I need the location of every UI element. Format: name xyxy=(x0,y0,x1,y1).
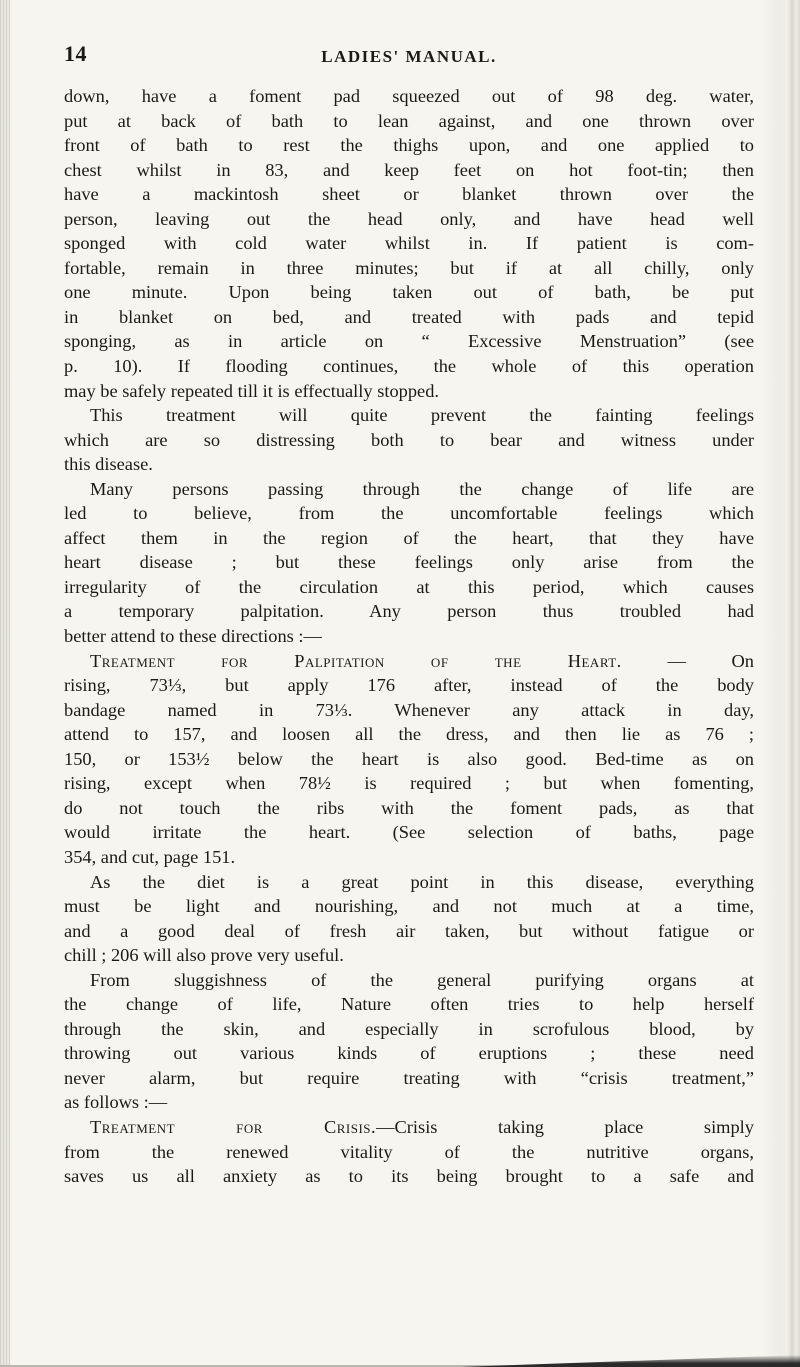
line-text: person, leaving out the head only, and have head well xyxy=(64,208,754,229)
text-line xyxy=(64,501,754,526)
line-text: chest whilst in 83, and keep feet on hot foot-tin; then xyxy=(64,159,754,180)
text-line xyxy=(64,1066,754,1091)
text-line xyxy=(64,84,754,109)
text-line xyxy=(64,649,754,674)
line-text: This treatment will quite prevent the fainting feelings xyxy=(90,405,754,426)
text-line xyxy=(64,673,754,698)
body-text xyxy=(64,84,754,1189)
text-line xyxy=(64,722,754,747)
line-text: p. 10). If flooding continues, the whole of this operation xyxy=(64,356,754,377)
line-text: affect them in the region of the heart, that they have xyxy=(64,527,754,548)
line-text: and a good deal of fresh air taken, but without fatigue or xyxy=(64,920,754,941)
text-line xyxy=(64,992,754,1017)
text-line xyxy=(64,870,754,895)
text-line xyxy=(64,109,754,134)
section-heading: Treatment for Crisis. xyxy=(90,1116,377,1137)
line-text: chill ; 206 will also prove very useful. xyxy=(64,945,344,966)
text-line xyxy=(64,1140,754,1165)
line-text: sponging, as in article on “ Excessive Menstruation” (see xyxy=(64,331,754,352)
text-line xyxy=(64,820,754,845)
text-line xyxy=(64,796,754,821)
text-line xyxy=(64,1164,754,1189)
text-line xyxy=(64,354,754,379)
text-line xyxy=(64,133,754,158)
line-text: in blanket on bed, and treated with pads and tepid xyxy=(64,306,754,327)
text-line xyxy=(64,1017,754,1042)
text-line xyxy=(64,624,754,649)
text-line xyxy=(64,207,754,232)
page-gutter-left xyxy=(0,0,10,1367)
line-text: better attend to these directions :— xyxy=(64,626,322,647)
line-text: sponged with cold water whilst in. If patient is com- xyxy=(64,233,754,254)
line-text: from the renewed vitality of the nutritive organs, xyxy=(64,1141,754,1162)
running-head: LADIES' MANUAL. xyxy=(321,47,497,66)
line-text: From sluggishness of the general purifying organs at xyxy=(90,969,754,990)
line-text: rising, except when 78½ is required ; but when fomenting, xyxy=(64,773,754,794)
line-text: led to believe, from the uncomfortable feelings which xyxy=(64,503,754,524)
line-text: attend to 157, and loosen all the dress, and then lie as 76 ; xyxy=(64,724,754,745)
line-text: the change of life, Nature often tries to help herself xyxy=(64,994,754,1015)
text-line xyxy=(64,182,754,207)
line-text: this disease. xyxy=(64,454,153,475)
text-line xyxy=(64,1090,754,1115)
line-text: saves us all anxiety as to its being brought to a safe and xyxy=(64,1166,754,1187)
line-text: down, have a foment pad squeezed out of 98 deg. water, xyxy=(64,86,754,106)
page-header xyxy=(64,41,754,77)
line-text: 150, or 153½ below the heart is also good. Bed-time as on xyxy=(64,748,754,769)
text-line xyxy=(64,845,754,870)
text-line xyxy=(64,1041,754,1066)
text-line xyxy=(64,428,754,453)
text-line xyxy=(64,305,754,330)
text-line xyxy=(64,894,754,919)
line-text: have a mackintosh sheet or blanket thrown over the xyxy=(64,184,754,205)
text-line xyxy=(64,599,754,624)
line-text: which are so distressing both to bear and witness under xyxy=(64,429,754,450)
text-line xyxy=(64,1115,754,1140)
text-line xyxy=(64,747,754,772)
line-text: 354, and cut, page 151. xyxy=(64,846,236,867)
text-line xyxy=(64,550,754,575)
text-line xyxy=(64,698,754,723)
text-line xyxy=(64,231,754,256)
text-line xyxy=(64,158,754,183)
line-text: front of bath to rest the thighs upon, and one applied to xyxy=(64,135,754,156)
text-line xyxy=(64,919,754,944)
line-text: throwing out various kinds of eruptions ; these need xyxy=(64,1043,754,1064)
line-text: through the skin, and especially in scrofulous blood, by xyxy=(64,1018,754,1039)
line-text: do not touch the ribs with the foment pads, as that xyxy=(64,797,754,818)
line-text: never alarm, but require treating with “crisis treatment,” xyxy=(64,1067,754,1088)
line-text: — On xyxy=(621,650,754,671)
line-text: heart disease ; but these feelings only arise from the xyxy=(64,552,754,573)
line-text: must be light and nourishing, and not much at a time, xyxy=(64,896,754,917)
text-line xyxy=(64,280,754,305)
line-text: —Crisis taking place simply xyxy=(376,1116,754,1137)
text-line xyxy=(64,256,754,281)
text-line xyxy=(64,477,754,502)
text-line xyxy=(64,526,754,551)
line-text: as follows :— xyxy=(64,1092,168,1113)
line-text: fortable, remain in three minutes; but if at all chilly, only xyxy=(64,257,754,278)
text-line xyxy=(64,575,754,600)
page-number: 14 xyxy=(64,41,87,66)
line-text: one minute. Upon being taken out of bath, be put xyxy=(64,282,754,303)
line-text: put at back of bath to lean against, and one thrown over xyxy=(64,110,754,131)
text-line xyxy=(64,329,754,354)
text-line xyxy=(64,968,754,993)
line-text: Many persons passing through the change of life are xyxy=(90,478,754,499)
line-text: irregularity of the circulation at this period, which causes xyxy=(64,576,754,597)
line-text: would irritate the heart. (See selection of baths, page xyxy=(64,822,754,843)
line-text: As the diet is a great point in this disease, everything xyxy=(90,871,754,892)
section-heading: Treatment for Palpitation of the Heart. xyxy=(90,650,622,671)
text-line xyxy=(64,403,754,428)
line-text: bandage named in 73⅓. Whenever any attack in day, xyxy=(64,699,754,720)
text-line xyxy=(64,771,754,796)
line-text: may be safely repeated till it is effectually stopped. xyxy=(64,380,440,401)
text-line xyxy=(64,379,754,404)
line-text: rising, 73⅓, but apply 176 after, instead of the body xyxy=(64,675,754,696)
page-edge-right xyxy=(786,0,800,1367)
text-line xyxy=(64,452,754,477)
line-text: a temporary palpitation. Any person thus troubled had xyxy=(64,601,754,622)
text-line xyxy=(64,943,754,968)
